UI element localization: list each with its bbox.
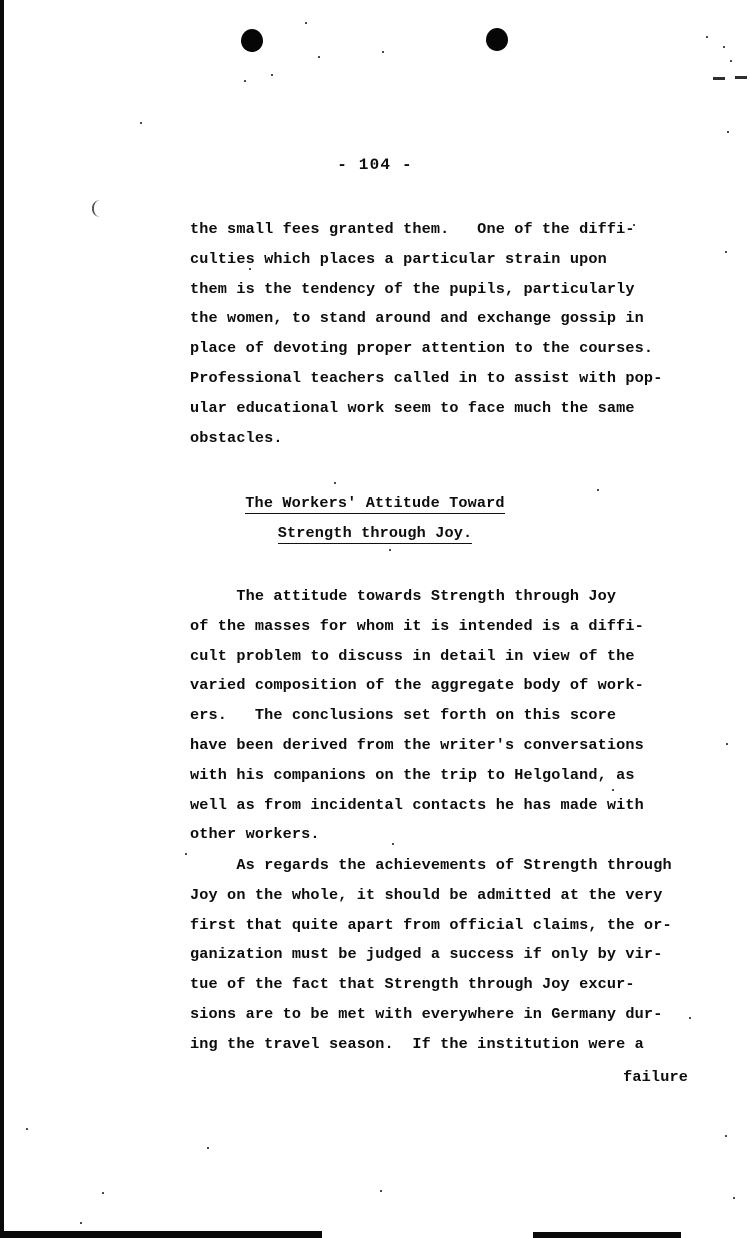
- scan-speck: [389, 549, 391, 551]
- scan-speck: [271, 74, 273, 76]
- scan-speck: [689, 1017, 691, 1019]
- scan-speck: [244, 80, 246, 82]
- catchword: failure: [623, 1068, 688, 1086]
- scan-speck: [706, 36, 708, 38]
- scan-speck: [725, 1135, 727, 1137]
- scan-speck: [334, 482, 336, 484]
- paragraph-three: [190, 851, 670, 1060]
- text-line: other workers.: [190, 825, 320, 844]
- text-line: have been derived from the writer's conversations: [190, 735, 644, 754]
- text-line: the women, to stand around and exchange gossip in: [190, 309, 644, 328]
- text-line: The attitude towards Strength through Joy: [190, 587, 617, 605]
- scan-edge-shadow-bottom-left: [0, 1231, 322, 1238]
- scan-speck: [305, 22, 307, 24]
- registration-dash-right: [735, 76, 747, 79]
- scan-speck: [730, 60, 732, 62]
- text-line: them is the tendency of the pupils, particularly: [190, 279, 635, 298]
- punch-hole-right: [486, 28, 508, 51]
- scan-speck: [733, 1197, 735, 1199]
- scan-speck: [140, 122, 142, 124]
- text-line: place of devoting proper attention to the courses.: [190, 339, 654, 358]
- scan-speck: [80, 1222, 82, 1224]
- text-line: varied composition of the aggregate body of work-: [190, 676, 644, 695]
- paragraph-two: [190, 582, 670, 850]
- text-line: with his companions on the trip to Helgoland, as: [190, 765, 635, 784]
- scan-speck: [318, 56, 320, 58]
- scan-speck: [727, 131, 729, 133]
- text-line: sions are to be met with everywhere in Germany dur-: [190, 1004, 663, 1023]
- section-heading-line-1: [0, 489, 750, 519]
- text-line: ular educational work seem to face much the same: [190, 398, 635, 417]
- text-line: tue of the fact that Strength through Joy excur-: [190, 975, 635, 994]
- section-heading-line-2: [0, 519, 750, 549]
- text-line: cult problem to discuss in detail in view of the: [190, 646, 635, 665]
- scan-speck: [380, 1190, 382, 1192]
- text-line: well as from incidental contacts he has made with: [190, 795, 644, 814]
- section-heading: [0, 489, 750, 548]
- scan-speck: [723, 46, 725, 48]
- scan-edge-shadow-left: [0, 0, 4, 1238]
- margin-pencil-mark: [92, 200, 101, 217]
- text-line: obstacles.: [190, 428, 283, 447]
- text-line: first that quite apart from official claims, the or-: [190, 915, 672, 934]
- scan-speck: [726, 743, 728, 745]
- text-line: Professional teachers called in to assist with pop-: [190, 368, 663, 387]
- section-heading-text-2: Strength through Joy.: [277, 523, 473, 542]
- section-heading-text-1: The Workers' Attitude Toward: [245, 494, 505, 512]
- scan-speck: [102, 1192, 104, 1194]
- text-line: culties which places a particular strain upon: [190, 249, 607, 268]
- text-line: ers. The conclusions set forth on this score: [190, 706, 617, 725]
- scan-speck: [207, 1147, 209, 1149]
- scan-speck: [185, 853, 187, 855]
- text-line: As regards the achievements of Strength through: [190, 856, 672, 874]
- scan-speck: [725, 251, 727, 253]
- text-line: ing the travel season. If the institution were a: [190, 1034, 644, 1053]
- scan-speck: [26, 1128, 28, 1130]
- text-line: the small fees granted them. One of the diffi-: [190, 220, 635, 238]
- scan-edge-shadow-bottom-right: [533, 1232, 681, 1238]
- punch-hole-left: [241, 29, 263, 52]
- text-line: ganization must be judged a success if only by vir-: [190, 945, 663, 964]
- scan-speck: [382, 51, 384, 53]
- text-line: Joy on the whole, it should be admitted at the very: [190, 885, 663, 904]
- registration-dash-left: [713, 77, 725, 80]
- text-line: of the masses for whom it is intended is a diffi-: [190, 616, 644, 635]
- paragraph-one: [190, 215, 670, 453]
- page-number: - 104 -: [337, 156, 413, 174]
